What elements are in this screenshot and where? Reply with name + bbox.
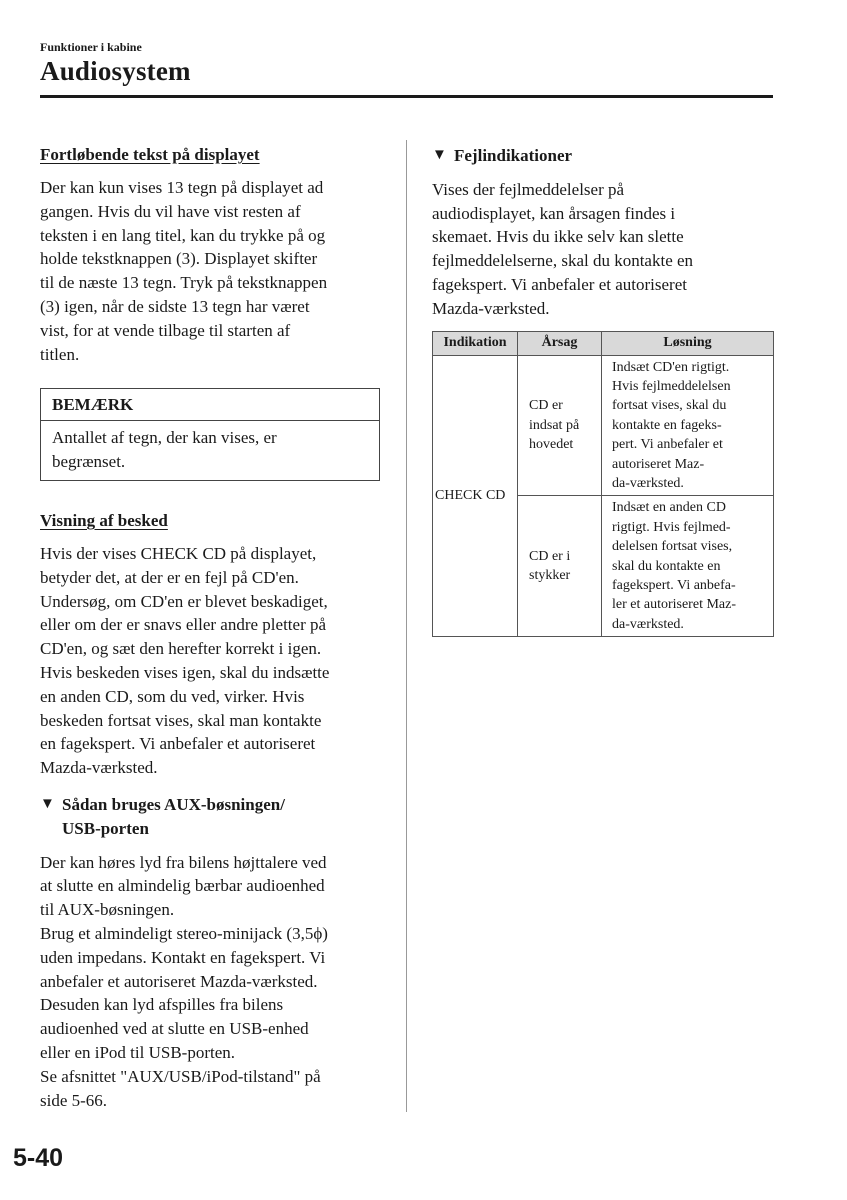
text-line: CD er <box>529 398 563 414</box>
column-divider <box>406 140 407 1112</box>
text-line: anbefaler et autoriseret Mazda-værksted. <box>40 971 318 991</box>
note-text <box>41 421 379 480</box>
text-line: holde tekstknappen (3). Displayet skifter <box>40 249 318 269</box>
text-line: hovedet <box>529 437 574 453</box>
text-line: at slutte en almindelig bærbar audioenhed <box>40 876 325 896</box>
text-line: pert. Vi anbefaler et <box>612 437 723 453</box>
heading-text <box>62 793 285 841</box>
triangle-down-icon: ▼ <box>40 795 55 812</box>
text-line: Antallet af tegn, der kan vises, er <box>52 428 277 448</box>
text-line: ler et autoriseret Maz- <box>612 597 736 613</box>
column-header-indication: Indikation <box>433 331 518 355</box>
text-line: Hvis beskeden vises igen, skal du indsætte <box>40 662 330 682</box>
section-label: Funktioner i kabine <box>40 40 142 54</box>
heading-scrolling-text: Fortløbende tekst på displayet <box>40 145 260 164</box>
note-box <box>40 388 380 481</box>
text-line: titlen. <box>40 344 80 364</box>
table-header-row <box>433 331 774 355</box>
text-line: Hvis der vises CHECK CD på displayet, <box>40 543 317 563</box>
heading-aux-usb <box>40 793 380 841</box>
paragraph-aux-usb <box>40 851 380 1113</box>
text-line: Sådan bruges AUX-bøsningen/ <box>62 794 285 814</box>
text-line: fagekspert. Vi anbefaler et autoriseret <box>432 274 687 294</box>
heading-message-display: Visning af besked <box>40 510 168 530</box>
title-rule <box>40 95 773 98</box>
text-line: fejlmeddelelserne, skal du kontakte en <box>432 251 694 271</box>
text-line: indsat på <box>529 417 580 433</box>
text-line: CD'en, og sæt den herefter korrekt i igen. <box>40 639 322 659</box>
text-line: Se afsnittet "AUX/USB/iPod-tilstand" på <box>40 1066 321 1086</box>
text-line: Mazda-værksted. <box>40 758 158 778</box>
note-title: BEMÆRK <box>41 389 379 421</box>
text-line: teksten i en lang titel, kan du trykke på og <box>40 225 326 245</box>
text-line: en anden CD, som du ved, virker. Hvis <box>40 686 305 706</box>
text-line: Der kan kun vises 13 tegn på displayet ad <box>40 178 324 197</box>
text-line: skal du kontakte en <box>612 558 721 574</box>
error-table <box>432 331 774 638</box>
text-line: Hvis fejlmeddelelsen <box>612 378 731 394</box>
text-line: audioenhed ved at slutte en USB-enhed <box>40 1019 309 1039</box>
text-line: Der kan høres lyd fra bilens højttalere ved <box>40 852 327 872</box>
text-line: vist, for at vende tilbage til starten af <box>40 320 291 340</box>
text-line: rigtigt. Hvis fejlmed- <box>612 519 731 535</box>
column-header-solution: Løsning <box>602 331 774 355</box>
text-line: CD er i <box>529 548 571 564</box>
triangle-down-icon: ▼ <box>432 147 447 163</box>
cause-cell <box>518 496 602 637</box>
column-header-cause: Årsag <box>518 331 602 355</box>
text-line: (3) igen, når de sidste 13 tegn har været <box>40 296 310 316</box>
text-line: side 5-66. <box>40 1090 108 1110</box>
text-line: audiodisplayet, kan årsagen findes i <box>432 203 676 223</box>
text-line: kontakte en fageks- <box>612 417 722 433</box>
page-title: Audiosystem <box>40 56 191 86</box>
text-line: eller om der er snavs eller andre pletter på <box>40 615 327 635</box>
text-line: Indsæt CD'en rigtigt. <box>612 359 730 375</box>
text-line: eller en iPod til USB-porten. <box>40 1042 236 1062</box>
solution-cell <box>602 496 774 637</box>
text-line: autoriseret Maz- <box>612 456 705 472</box>
text-line: en fagekspert. Vi anbefaler et autoriseret <box>40 734 316 754</box>
text-line: stykker <box>529 568 571 584</box>
text-line: til AUX-bøsningen. <box>40 900 175 920</box>
text-line: Undersøg, om CD'en er blevet beskadiget, <box>40 591 328 611</box>
text-line: Mazda-værksted. <box>432 298 550 318</box>
heading-text: Fejlindikationer <box>454 146 573 165</box>
text-line: betyder det, at der er en fejl på CD'en. <box>40 567 299 587</box>
text-line: beskeden fortsat vises, skal man kontakte <box>40 710 322 730</box>
heading-error-indications <box>432 144 773 168</box>
text-line: til de næste 13 tegn. Tryk på tekstknappen <box>40 273 328 293</box>
text-line: gangen. Hvis du vil have vist resten af <box>40 201 301 221</box>
solution-cell <box>602 355 774 496</box>
text-line: da-værksted. <box>612 476 684 492</box>
text-line: da-værksted. <box>612 616 684 632</box>
text-line: skemaet. Hvis du ikke selv kan slette <box>432 227 684 247</box>
text-line: begrænset. <box>52 452 126 472</box>
table-row <box>433 355 774 496</box>
text-line: delelsen fortsat vises, <box>612 539 733 555</box>
text-line: Brug et almindeligt stereo-minijack (3,5ϕ) <box>40 923 328 943</box>
page-number: 5-40 <box>13 1144 64 1172</box>
cause-cell <box>518 355 602 496</box>
paragraph-error-indications <box>432 178 773 321</box>
text-line: fortsat vises, skal du <box>612 398 727 414</box>
text-line: fagekspert. Vi anbefa- <box>612 578 736 594</box>
paragraph-scrolling-text <box>40 176 380 366</box>
indication-cell: CHECK CD <box>433 355 518 637</box>
text-line: USB-porten <box>62 818 149 838</box>
text-line: Vises der fejlmeddelelser på <box>432 179 625 199</box>
text-line: Desuden kan lyd afspilles fra bilens <box>40 995 284 1015</box>
text-line: Indsæt en anden CD <box>612 500 726 516</box>
left-column <box>40 144 380 1112</box>
paragraph-message-display <box>40 542 380 780</box>
text-line: uden impedans. Kontakt en fagekspert. Vi <box>40 947 326 967</box>
right-column <box>432 144 773 637</box>
